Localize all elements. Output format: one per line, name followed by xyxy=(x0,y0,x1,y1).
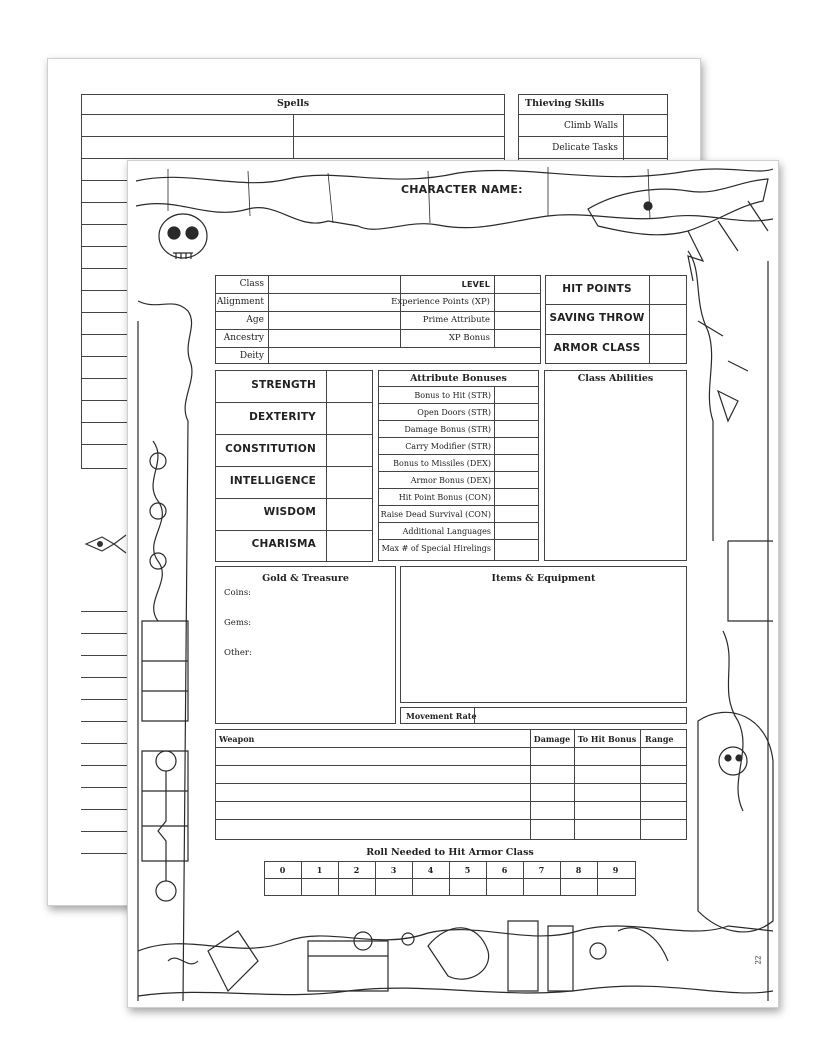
gems-label: Gems: xyxy=(224,618,252,628)
xp-bonus-label: XP Bonus xyxy=(448,333,490,343)
thieving-skills-title: Thieving Skills xyxy=(525,98,605,109)
front-character-sheet xyxy=(127,160,779,1008)
character-name-label: CHARACTER NAME: xyxy=(401,183,523,196)
hit-points-label: HIT POINTS xyxy=(562,283,632,295)
other-label: Other: xyxy=(224,648,252,658)
roll-header-1: 1 xyxy=(316,865,323,875)
bonus-to-hit-label: Bonus to Hit (STR) xyxy=(414,391,491,400)
range-header: Range xyxy=(645,734,674,744)
ornament-icon xyxy=(84,529,128,559)
charisma-label: CHARISMA xyxy=(251,538,316,550)
constitution-label: CONSTITUTION xyxy=(225,443,316,455)
deity-label: Deity xyxy=(239,351,264,361)
items-equipment-box[interactable] xyxy=(400,566,687,703)
thieving-skill-climb-walls: Climb Walls xyxy=(563,121,618,131)
coins-label: Coins: xyxy=(224,588,252,598)
intelligence-label: INTELLIGENCE xyxy=(229,475,316,487)
level-label: LEVEL xyxy=(461,280,490,289)
roll-header-9: 9 xyxy=(612,865,619,875)
roll-header-2: 2 xyxy=(353,865,360,875)
roll-header-4: 4 xyxy=(427,865,434,875)
alignment-label: Alignment xyxy=(216,297,264,307)
prime-attribute-label: Prime Attribute xyxy=(422,315,490,325)
damage-header: Damage xyxy=(533,734,571,744)
additional-languages-label: Additional Languages xyxy=(402,527,491,536)
experience-points-label: Experience Points (XP) xyxy=(391,297,490,307)
class-abilities-box[interactable] xyxy=(544,370,687,561)
hit-point-bonus-label: Hit Point Bonus (CON) xyxy=(398,493,491,502)
age-label: Age xyxy=(246,315,264,325)
raise-dead-survival-label: Raise Dead Survival (CON) xyxy=(380,510,491,519)
roll-header-5: 5 xyxy=(464,865,471,875)
damage-bonus-label: Damage Bonus (STR) xyxy=(404,425,491,434)
roll-header-6: 6 xyxy=(501,865,508,875)
roll-header-0: 0 xyxy=(279,865,286,875)
roll-header-7: 7 xyxy=(538,865,545,875)
character-name-field[interactable] xyxy=(518,181,668,197)
armor-bonus-label: Armor Bonus (DEX) xyxy=(410,476,491,485)
movement-rate-label: Movement Rate xyxy=(406,711,477,721)
attribute-bonuses-title: Attribute Bonuses xyxy=(410,373,507,384)
armor-class-label: ARMOR CLASS xyxy=(553,342,641,354)
thieving-skill-delicate-tasks: Delicate Tasks xyxy=(552,143,618,153)
wisdom-label: WISDOM xyxy=(263,506,316,518)
saving-throw-label: SAVING THROW xyxy=(549,312,645,324)
bonus-to-missiles-label: Bonus to Missiles (DEX) xyxy=(393,459,491,468)
dexterity-label: DEXTERITY xyxy=(249,411,316,423)
roll-header-3: 3 xyxy=(390,865,397,875)
open-doors-label: Open Doors (STR) xyxy=(417,408,491,417)
spells-title: Spells xyxy=(276,98,310,109)
class-abilities-title: Class Abilities xyxy=(577,373,654,384)
roll-header-8: 8 xyxy=(575,865,582,875)
to-hit-bonus-header: To Hit Bonus xyxy=(577,734,637,744)
corner-mark: 22 xyxy=(754,955,763,965)
roll-needed-title: Roll Needed to Hit Armor Class xyxy=(366,847,534,858)
class-label: Class xyxy=(239,279,264,289)
items-equipment-title: Items & Equipment xyxy=(491,573,596,584)
carry-modifier-label: Carry Modifier (STR) xyxy=(405,442,491,451)
ancestry-label: Ancestry xyxy=(223,333,264,343)
weapon-table xyxy=(215,729,687,840)
gold-treasure-title: Gold & Treasure xyxy=(262,573,349,584)
strength-label: STRENGTH xyxy=(251,379,316,391)
max-special-hirelings-label: Max # of Special Hirelings xyxy=(381,544,491,553)
weapon-header: Weapon xyxy=(219,734,255,744)
